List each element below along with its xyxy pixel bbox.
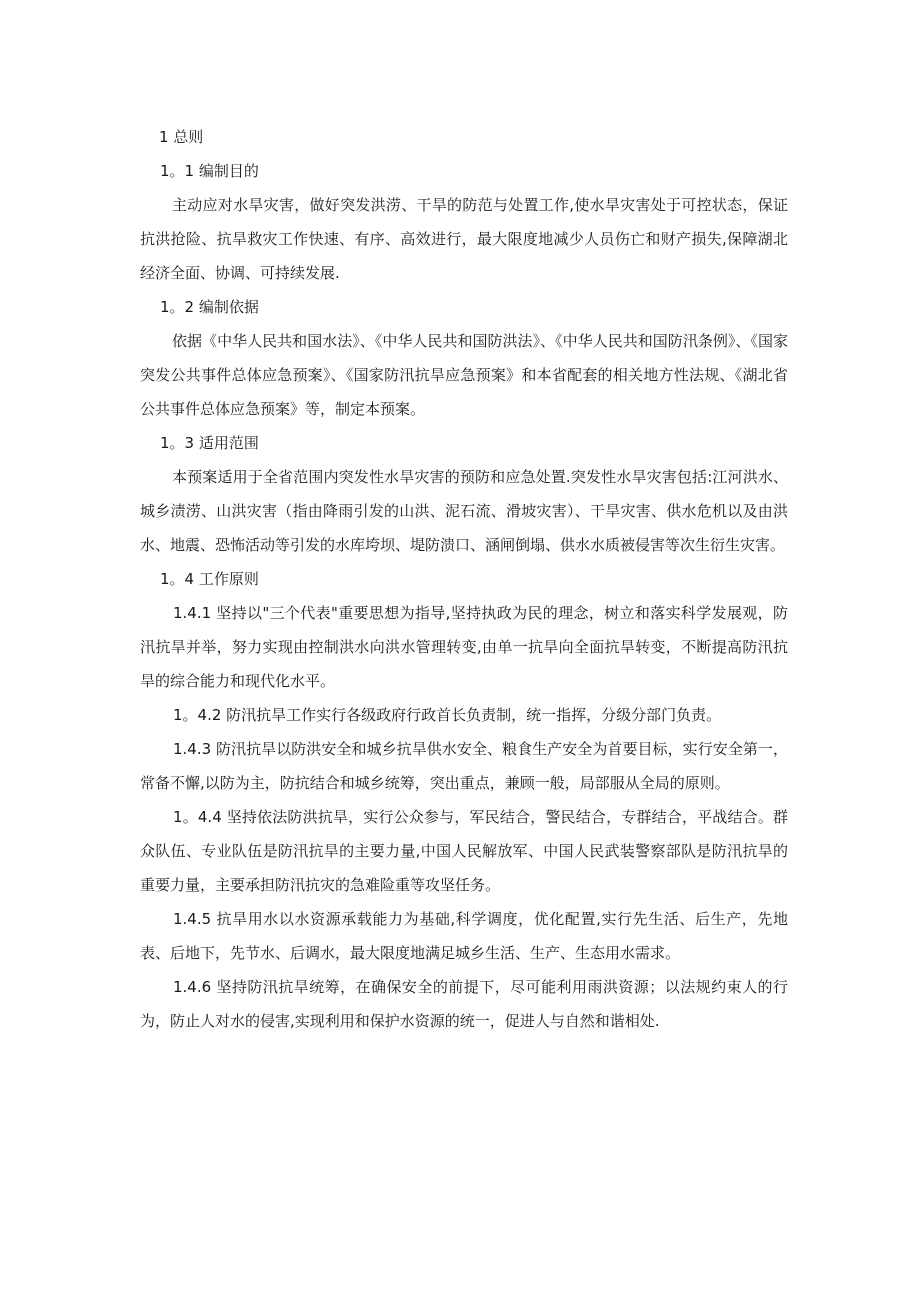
section-heading-1-3: 1。3 适用范围 (160, 434, 259, 452)
document-body (140, 120, 788, 1038)
section-heading-1-1: 1。1 编制目的 (160, 162, 259, 180)
section-heading-1-2: 1。2 编制依据 (160, 298, 259, 316)
paragraph-scope: 本预案适用于全省范围内突发性水旱灾害的预防和应急处置.突发性水旱灾害包括:江河洪水、城乡渍涝、山洪灾害（指由降雨引发的山洪、泥石流、滑坡灾害）、干旱灾害、供水危机以及由洪水、地震、恐怖活动等引发的水库垮坝、堤防溃口、涵闸倒塌、供水水质被侵害等次生衍生灾害。 (140, 468, 788, 554)
principle-1-4-5: 1.4.5 抗旱用水以水资源承载能力为基础,科学调度，优化配置,实行先生活、后生产，先地表、后地下，先节水、后调水，最大限度地满足城乡生活、生产、生态用水需求。 (140, 910, 788, 962)
section-heading-1-4: 1。4 工作原则 (160, 570, 259, 588)
principle-1-4-3: 1.4.3 防汛抗旱以防洪安全和城乡抗旱供水安全、粮食生产安全为首要目标，实行安全第一，常备不懈,以防为主，防抗结合和城乡统筹，突出重点，兼顾一般，局部服从全局的原则。 (140, 740, 788, 792)
principle-1-4-2: 1。4.2 防汛抗旱工作实行各级政府行政首长负责制，统一指挥，分级分部门负责。 (173, 706, 722, 724)
principle-1-4-1: 1.4.1 坚持以"三个代表"重要思想为指导,坚持执政为民的理念，树立和落实科学发展观，防汛抗旱并举，努力实现由控制洪水向洪水管理转变,由单一抗旱向全面抗旱转变，不断提高防汛抗旱的综合能力和现代化水平。 (140, 604, 788, 690)
paragraph-basis: 依据《中华人民共和国水法》、《中华人民共和国防洪法》、《中华人民共和国防汛条例》、《国家突发公共事件总体应急预案》、《国家防汛抗旱应急预案》和本省配套的相关地方性法规、《湖北省公共事件总体应急预案》等，制定本预案。 (140, 332, 788, 418)
principle-1-4-6: 1.4.6 坚持防汛抗旱统筹，在确保安全的前提下，尽可能利用雨洪资源；以法规约束人的行为，防止人对水的侵害,实现利用和保护水资源的统一，促进人与自然和谐相处. (140, 978, 788, 1030)
principle-1-4-4: 1。4.4 坚持依法防洪抗旱，实行公众参与，军民结合，警民结合，专群结合，平战结合。群众队伍、专业队伍是防汛抗旱的主要力量,中国人民解放军、中国人民武装警察部队是防汛抗旱的重要力量，主要承担防汛抗灾的急难险重等攻坚任务。 (140, 808, 788, 894)
chapter-heading: 1 总则 (159, 128, 204, 146)
paragraph-purpose: 主动应对水旱灾害，做好突发洪涝、干旱的防范与处置工作,使水旱灾害处于可控状态，保证抗洪抢险、抗旱救灾工作快速、有序、高效进行，最大限度地减少人员伤亡和财产损失,保障湖北经济全面、协调、可持续发展. (140, 196, 788, 282)
